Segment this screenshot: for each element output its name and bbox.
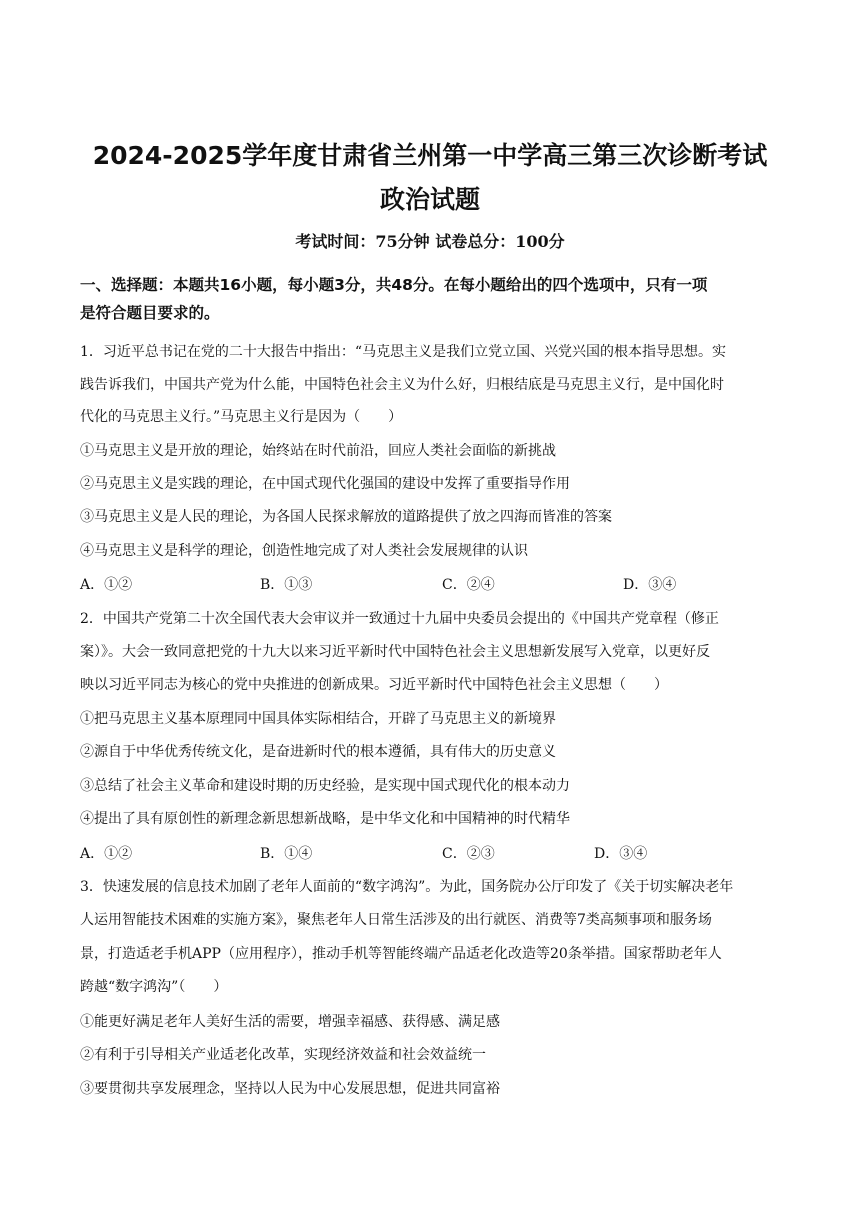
question-3-item: ②有利于引导相关产业适老化改革，实现经济效益和社会效益统一 <box>80 1047 486 1063</box>
exam-title: 2024-2025学年度甘肃省兰州第一中学高三第三次诊断考试 <box>92 141 768 170</box>
question-1-stem: 代化的马克思主义行。”马克思主义行是因为（ ） <box>80 409 403 425</box>
question-1-item: ④马克思主义是科学的理论，创造性地完成了对人类社会发展规律的认识 <box>80 543 528 559</box>
question-2-item: ①把马克思主义基本原理同中国具体实际相结合，开辟了马克思主义的新境界 <box>80 711 556 727</box>
question-1-options <box>80 574 785 594</box>
exam-subject: 政治试题 <box>379 185 480 214</box>
question-3-item: ③要贯彻共享发展理念，坚持以人民为中心发展思想，促进共同富裕 <box>80 1081 500 1097</box>
question-1-item: ②马克思主义是实践的理论，在中国式现代化强国的建设中发挥了重要指导作用 <box>80 476 570 492</box>
option-c: C．②④ <box>442 577 495 593</box>
question-2-item: ④提出了具有原创性的新理念新思想新战略，是中华文化和中国精神的时代精华 <box>80 811 570 827</box>
question-3-stem: 3．快速发展的信息技术加剧了老年人面前的“数字鸿沟”。为此，国务院办公厅印发了《关于切实解决老年 <box>80 879 734 895</box>
section-instructions: 一、选择题：本题共16小题，每小题3分，共48分。在每小题给出的四个选项中，只有一项 <box>80 276 708 294</box>
question-3-item: ①能更好满足老年人美好生活的需要，增强幸福感、获得感、满足感 <box>80 1014 500 1030</box>
question-1-stem: 践告诉我们，中国共产党为什么能，中国特色社会主义为什么好，归根结底是马克思主义行，是中国化时 <box>80 377 724 393</box>
question-2-item: ②源自于中华优秀传统文化，是奋进新时代的根本遵循，具有伟大的历史意义 <box>80 744 556 760</box>
question-2-stem: 2．中国共产党第二十次全国代表大会审议并一致通过十九届中央委员会提出的《中国共产党章程（修正 <box>80 611 719 627</box>
option-d: D．③④ <box>594 846 648 862</box>
question-1-item: ③马克思主义是人民的理论，为各国人民探求解放的道路提供了放之四海而皆准的答案 <box>80 509 612 525</box>
option-a: A．①② <box>80 846 133 862</box>
section-instructions-cont: 是符合题目要求的。 <box>80 304 220 322</box>
question-2-item: ③总结了社会主义革命和建设时期的历史经验，是实现中国式现代化的根本动力 <box>80 778 570 794</box>
question-1-item: ①马克思主义是开放的理论，始终站在时代前沿，回应人类社会面临的新挑战 <box>80 443 556 459</box>
question-2-stem: 案）》。大会一致同意把党的十九大以来习近平新时代中国特色社会主义思想新发展写入党章，以更好反 <box>80 644 710 660</box>
question-2-stem: 映以习近平同志为核心的党中央推进的创新成果。习近平新时代中国特色社会主义思想（ ） <box>80 677 668 693</box>
exam-meta: 考试时间：75分钟 试卷总分：100分 <box>295 232 565 251</box>
option-b: B．①③ <box>260 577 313 593</box>
question-2-options <box>80 843 785 863</box>
option-c: C．②③ <box>442 846 495 862</box>
question-1-stem: 1．习近平总书记在党的二十大报告中指出：“马克思主义是我们立党立国、兴党兴国的根本指导思想。实 <box>80 344 727 360</box>
option-b: B．①④ <box>260 846 313 862</box>
option-a: A．①② <box>80 577 133 593</box>
question-3-stem: 人运用智能技术困难的实施方案》，聚焦老年人日常生活涉及的出行就医、消费等7类高频事项和服务场 <box>80 912 712 928</box>
question-3-stem: 景，打造适老手机APP（应用程序），推动手机等智能终端产品适老化改造等20条举措。国家帮助老年人 <box>80 946 722 962</box>
option-d: D．③④ <box>623 577 677 593</box>
question-3-stem: 跨越“数字鸿沟”（ ） <box>80 979 228 995</box>
